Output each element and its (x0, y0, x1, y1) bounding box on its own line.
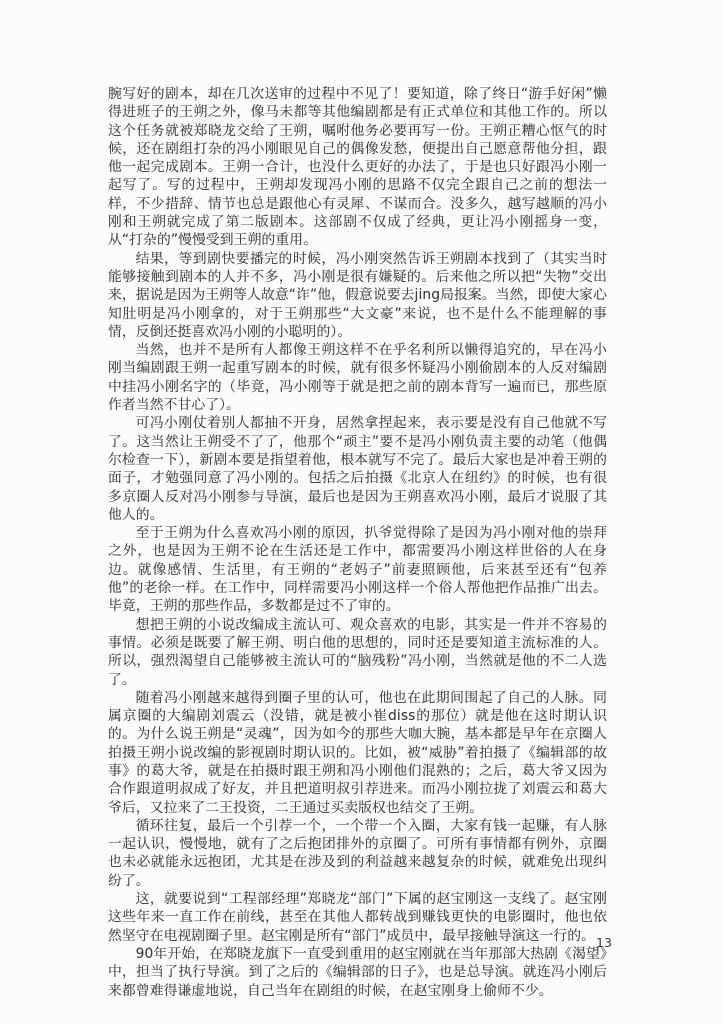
paragraph: 当然，也并不是所有人都像王朔这样不在乎名利所以懒得追究的，早在冯小刚当编剧跟王朔一起重写剧本的时候，就有很多怀疑冯小刚偷剧本的人反对编剧中挂冯小刚名字的（毕竟，冯小刚等于就是把之前的剧本背写一遍而已，那些原作者当然不甘心了）。 (108, 342, 607, 414)
paragraph: 循环往复，最后一个引荐一个，一个带一个入圈，大家有钱一起赚，有人脉一起认识，慢慢地，就有了之后抱团排外的京圈了。可所有事情都有例外，京圈也未必就能永远抱团，尤其是在涉及到的利益越来越复杂的时候，就难免出现纠纷了。 (108, 817, 607, 889)
paragraph: 想把王朔的小说改编成主流认可、观众喜欢的电影，其实是一件并不容易的事情。必须是既要了解王朔、明白他的思想的，同时还是要知道主流标准的人。所以，强烈渴望自己能够被主流认可的“脑残粉”冯小刚，当然就是他的不二人选了。 (108, 616, 607, 688)
paragraph: 随着冯小刚越来越得到圈子里的认可，他也在此期间围起了自己的人脉。同属京圈的大编剧刘震云（没错，就是被小崔diss的那位）就是他在这时期认识的。为什么说王朔是“灵魂”，因为如今的那些大咖大腕，基本都是早年在京圈人拍摄王朔小说改编的影视剧时期认识的。比如，被“威胁”着拍摄了《编辑部的故事》的葛大爷，就是在拍摄时跟王朔和冯小刚他们混熟的；之后，葛大爷又因为合作跟道明叔成了好友，并且把道明叔引荐进来。而冯小刚拉拢了刘震云和葛大爷后，又拉来了二王投资，二王通过买卖版权也结交了王朔。 (108, 689, 607, 816)
paragraph: 至于王朔为什么喜欢冯小刚的原因，扒爷觉得除了是因为冯小刚对他的崇拜之外，也是因为王朔不论在生活还是工作中，都需要冯小刚这样世俗的人在身边。就像感情、生活里，有王朔的“老妈子”前妻照顾他，后来甚至还有“包养他”的老徐一样。在工作中，同样需要冯小刚这样一个俗人帮他把作品推广出去。毕竟，王朔的那些作品，多数都是过不了审的。 (108, 525, 607, 615)
paragraph: 可冯小刚仗着别人都抽不开身，居然拿捏起来，表示要是没有自己他就不写了。这当然让王朔受不了了，他那个“顽主”要不是冯小刚负责主要的动笔（他偶尔检查一下），新剧本要是指望着他，根本就写不完了。最后大家也是冲着王朔的面子，才勉强同意了冯小刚的。包括之后拍摄《北京人在纽约》的时候，也有很多京圈人反对冯小刚参与导演，最后也是因为王朔喜欢冯小刚，最后才说服了其他人的。 (108, 415, 607, 523)
paragraph: 90年开始，在郑晓龙旗下一直受到重用的赵宝刚就在当年那部大热剧《渴望》中，担当了执行导演。到了之后的《编辑部的日子》，也是总导演。就连冯小刚后来都曾难得谦虚地说，自己当年在剧组的时候，在赵宝刚身上偷师不少。 (108, 945, 607, 999)
paragraph: 这，就要说到“工程部经理”郑晓龙“部门”下属的赵宝刚这一支线了。赵宝刚这些年来一直工作在前线，甚至在其他人都转战到赚钱更快的电影圈时，他也依然坚守在电视剧圈子里。赵宝刚是所有“部门”成员中，最早接触导演这一行的。 (108, 891, 607, 944)
text-block (108, 85, 607, 1000)
page-number: 13 (596, 935, 612, 950)
paragraph: 腕写好的剧本，却在几次送审的过程中不见了！要知道，除了终日“游手好闲”懒得进班子的王朔之外，像马未都等其他编剧都是有正式单位和其他工作的。所以这个任务就被郑晓龙交给了王朔，嘱咐他务必要再写一份。王朔正糟心怄气的时候，还在剧组打杂的冯小刚眼见自己的偶像发愁，便提出自己愿意帮他分担，跟他一起完成剧本。王朔一合计，也没什么更好的办法了，于是也只好跟冯小刚一起写了。写的过程中，王朔却发现冯小刚的思路不仅完全跟自己之前的想法一样，不少措辞、情节也总是跟他心有灵犀、不谋而合。没多久，越写越顺的冯小刚和王朔就完成了第二版剧本。这部剧不仅成了经典，更让冯小刚摇身一变，从“打杂的”慢慢受到王朔的重用。 (108, 86, 607, 249)
paragraph: 结果，等到剧快要播完的时候，冯小刚突然告诉王朔剧本找到了（其实当时能够接触到剧本的人并不多，冯小刚是很有嫌疑的。后来他之所以把“失物”交出来，据说是因为王朔等人故意“诈”他，假意说要去jing局报案。当然，即使大家心知肚明是冯小刚拿的，对于王朔那些“大文豪”来说，也不是什么不能理解的事情，反倒还挺喜欢冯小刚的小聪明的）。 (108, 250, 607, 340)
